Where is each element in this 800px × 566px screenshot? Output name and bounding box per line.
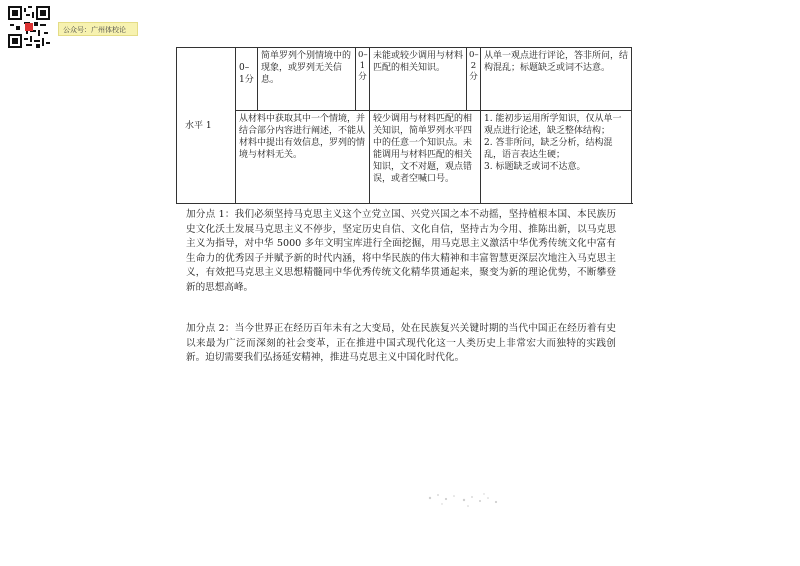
desc-a: 简单罗列个别情境中的现象，或罗列无关信息。: [261, 51, 352, 85]
row2-desc-a: 从材料中获取其中一个情境，并结合部分内容进行阐述，不能从材料中提出有效信息，罗列的情境与材料无关。: [239, 114, 366, 160]
row2-desc-b: 较少调用与材料匹配的相关知识，简单罗列水平四中的任意一个知识点。未能调用与材料匹配的相关知识，文不对题，观点错误，或者空喊口号。: [373, 114, 473, 184]
qr-code-image: [8, 6, 50, 48]
bonus-point-1-title: 加分点 1：: [186, 209, 235, 220]
rubric-row-2: [177, 111, 632, 204]
wechat-account-tag: 公众号：广州体校论: [58, 22, 138, 36]
bonus-point-2-title: 加分点 2：: [186, 323, 235, 334]
row2-desc-c-cell: [481, 111, 632, 204]
score-cell-c: [467, 48, 481, 111]
desc-cell-b: [370, 48, 467, 111]
desc-c: 从单一观点进行评论，答非所问，结构混乱；标题缺乏或词不达意。: [484, 51, 629, 73]
row2-desc-c-item-1: 1. 能初步运用所学知识，仅从单一观点进行论述，缺乏整体结构；: [484, 114, 622, 136]
level-label: 水平 1: [185, 120, 212, 131]
desc-b: 未能或较少调用与材料匹配的相关知识。: [373, 51, 464, 73]
bonus-point-1-text: 我们必须坚持马克思主义这个立党立国、兴党兴国之本不动摇，坚持植根本国、本民族历史文化沃土发展马克思主义不停步，坚定历史自信、文化自信，坚持古为今用、推陈出新，以马克思主义为指导，对中华 5000 多年文明宝库进行全面挖掘，用马克思主义激活中华优秀传统文化中富有生命力的优秀因子并赋予新的时代内涵，将中华民族的伟大精神和丰富智慧更深层次地注入马克思主义，有效把马克思主义思想精髓同中华优秀传统文化精华贯通起来，聚变为新的理论优势，不断攀登新的思想高峰。: [186, 209, 617, 293]
rubric-row-1: [177, 48, 632, 111]
scoring-rubric-table: [176, 47, 632, 204]
score-b: 0–1分: [358, 50, 368, 82]
desc-cell-c: [481, 48, 632, 111]
bonus-point-2-paragraph: [186, 322, 616, 366]
bonus-point-1-paragraph: [186, 208, 616, 296]
bonus-point-2-text: 当今世界正在经历百年未有之大变局，处在民族复兴关键时期的当代中国正在经历着有史以来最为广泛而深刻的社会变革，正在推进中国式现代化这一人类历史上非常宏大而独特的实践创新。迫切需要我们弘扬延安精神，推进马克思主义中国化时代化。: [186, 323, 617, 364]
row2-desc-c-item-3: 3. 标题缺乏或词不达意。: [484, 162, 586, 172]
scan-smudge-mark: [420, 486, 510, 516]
row2-desc-c-item-2: 2. 答非所问，缺乏分析，结构混乱，语言表达生硬；: [484, 138, 613, 160]
score-c: 0–2分: [469, 50, 479, 82]
row2-desc-a-cell: [236, 111, 370, 204]
score-cell-a: [236, 48, 258, 111]
desc-cell-a: [258, 48, 356, 111]
level-label-cell: [177, 48, 236, 204]
score-cell-b: [356, 48, 370, 111]
row2-desc-b-cell: [370, 111, 481, 204]
score-a: 0–1分: [239, 63, 254, 85]
